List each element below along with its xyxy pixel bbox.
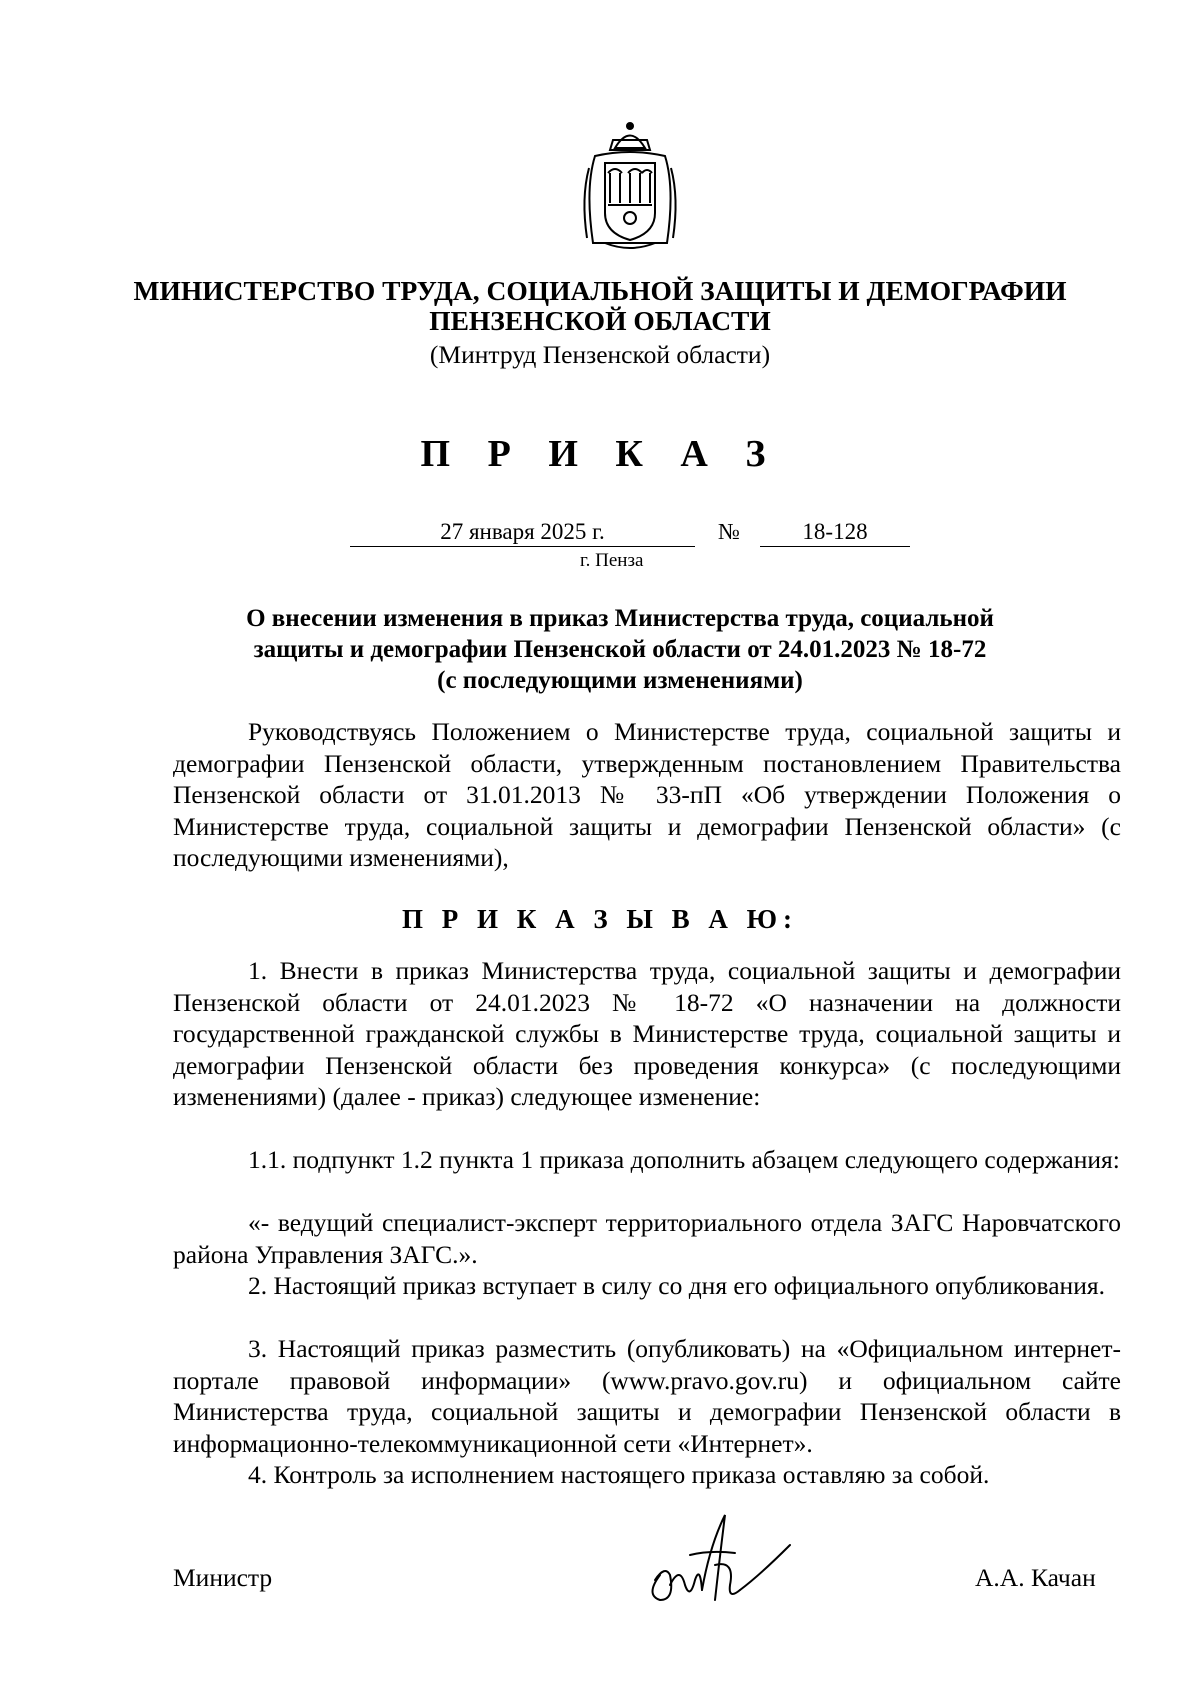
signatory-position: Министр bbox=[173, 1563, 273, 1592]
handwritten-signature-icon bbox=[640, 1505, 800, 1615]
item-1-1-quote-paragraph: «- ведущий специалист-эксперт территориального отдела ЗАГС Наровчатского района Управления ЗАГС.». bbox=[173, 1208, 1121, 1269]
document-date: 27 января 2025 г. bbox=[350, 518, 695, 547]
item-1-1-paragraph: 1.1. подпункт 1.2 пункта 1 приказа дополнить абзацем следующего содержания: bbox=[248, 1145, 1120, 1174]
item-3-paragraph: 3. Настоящий приказ разместить (опубликовать) на «Официальном интернет-портале правовой информации» (www.pravo.gov.ru) и официальном сайте Министерства труда, социальной защиты и демографии Пензенской области в информационно-телекоммуникационной сети «Интернет». bbox=[173, 1334, 1121, 1458]
title-line-3: (с последующими изменениями) bbox=[437, 667, 803, 694]
document-type-heading: П Р И К А З bbox=[420, 433, 780, 475]
title-line-1: О внесении изменения в приказ Министерства труда, социальной bbox=[246, 605, 994, 632]
coat-of-arms-icon bbox=[575, 118, 685, 258]
title-line-2: защиты и демографии Пензенской области от 24.01.2023 № 18-72 bbox=[253, 636, 987, 663]
item-2-paragraph: 2. Настоящий приказ вступает в силу со дня его официального опубликования. bbox=[248, 1271, 1105, 1300]
document-title bbox=[170, 603, 1070, 696]
ministry-name-line1: МИНИСТЕРСТВО ТРУДА, СОЦИАЛЬНОЙ ЗАЩИТЫ И ДЕМОГРАФИИ bbox=[133, 275, 1067, 306]
item-4-paragraph: 4. Контроль за исполнением настоящего приказа оставляю за собой. bbox=[248, 1460, 990, 1489]
number-sign: № bbox=[718, 519, 740, 544]
item-1-paragraph: 1. Внести в приказ Министерства труда, социальной защиты и демографии Пензенской области от 24.01.2023 № 18-72 «О назначении на должности государственной гражданской службы в Министерстве труда, социальной защиты и демографии Пензенской области без проведения конкурса» (с последующими изменениями) (далее - приказ) следующее изменение: bbox=[173, 956, 1121, 1111]
preamble-paragraph: Руководствуясь Положением о Министерстве труда, социальной защиты и демографии Пензенской области, утвержденным постановлением Правительства Пензенской области от 31.01.2013 № 33-пП «Об утверждении Положения о Министерстве труда, социальной защиты и демографии Пензенской области» (с последующими изменениями), bbox=[173, 717, 1121, 872]
document-city: г. Пенза bbox=[580, 550, 644, 571]
ministry-short-name: (Минтруд Пензенской области) bbox=[429, 340, 771, 369]
ministry-name-line2: ПЕНЗЕНСКОЙ ОБЛАСТИ bbox=[429, 305, 771, 336]
signatory-name: А.А. Качан bbox=[975, 1563, 1096, 1592]
order-heading: П Р И К А З Ы В А Ю: bbox=[402, 904, 798, 934]
document-number: 18-128 bbox=[760, 518, 910, 547]
